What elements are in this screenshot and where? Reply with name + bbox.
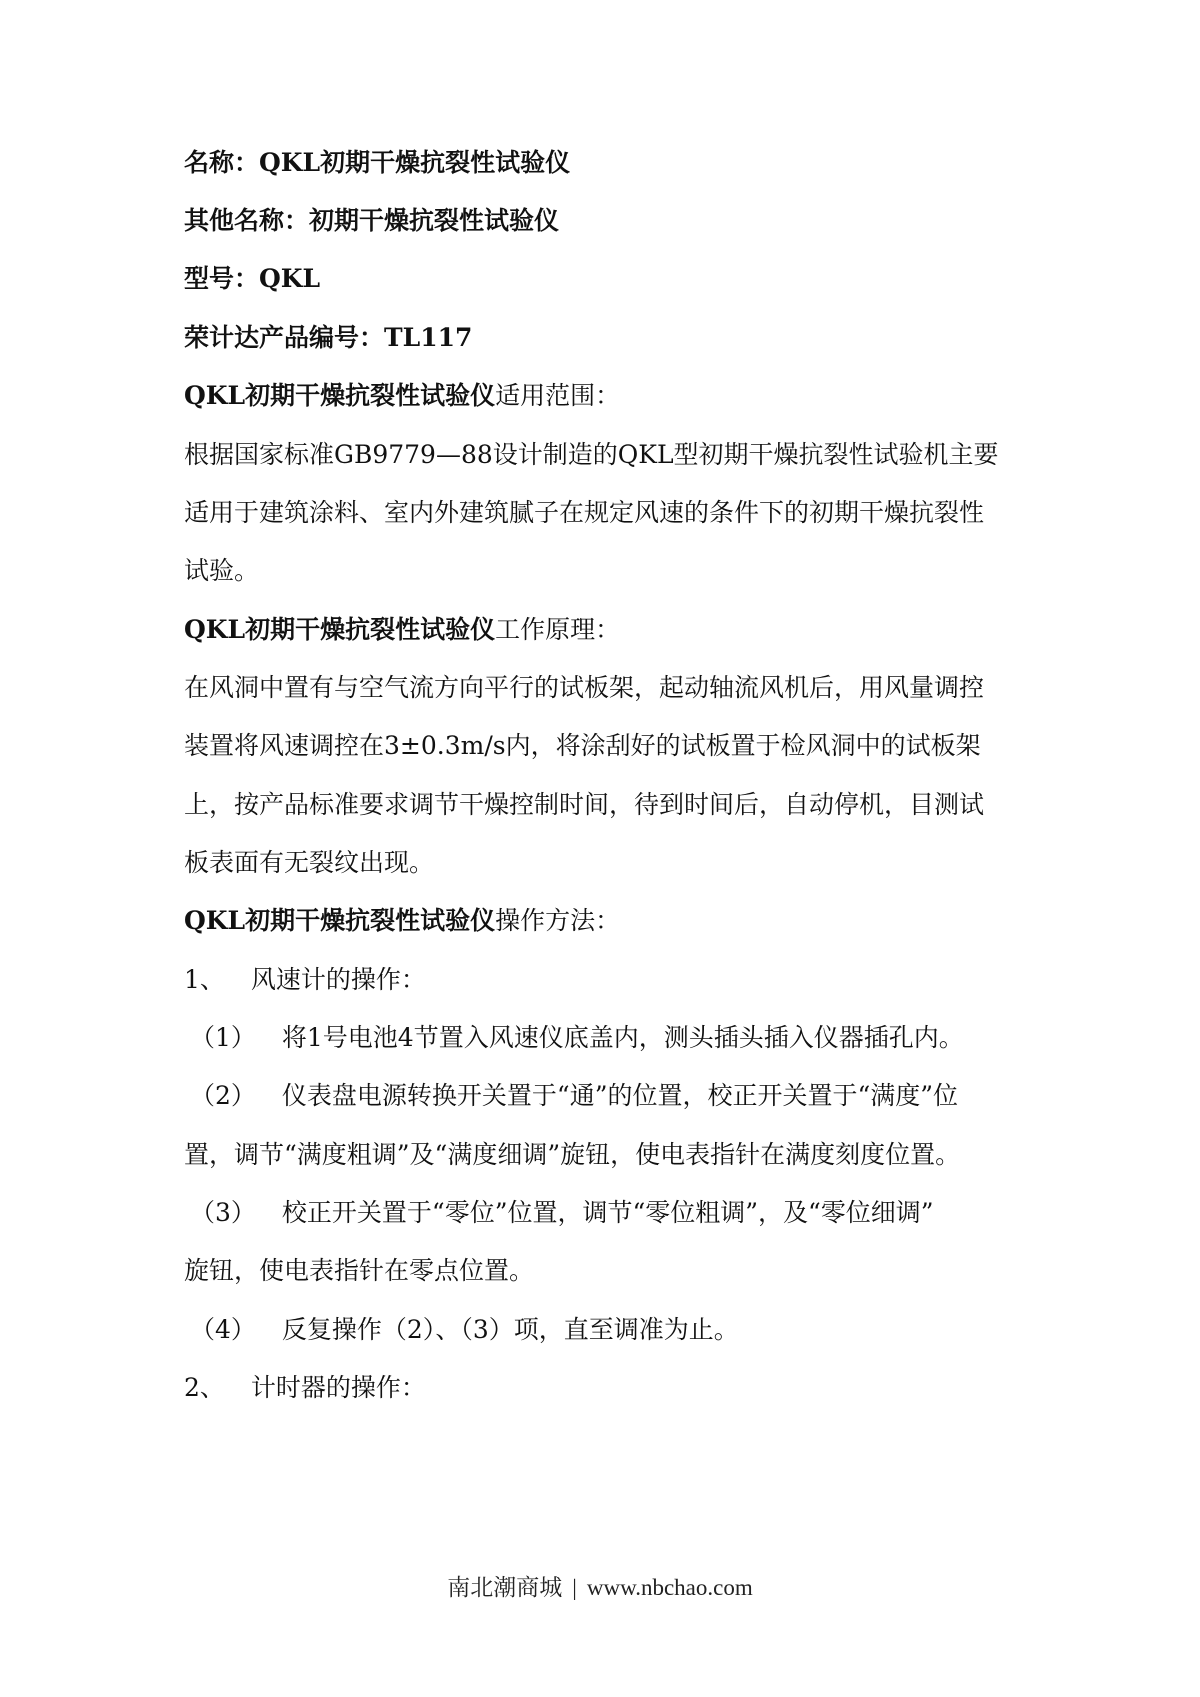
model-field [184, 261, 1044, 297]
scope-heading-label: 适用范围： [495, 381, 621, 410]
scope-heading-product: QKL初期干燥抗裂性试验仪 [184, 381, 496, 410]
other-name-label: 其他名称： [184, 206, 310, 235]
step-2 [190, 1078, 1050, 1114]
step-1-number: （1） [190, 1023, 256, 1052]
step-1-text: 将1号电池4节置入风速仪底盖内，测头插头插入仪器插孔内。 [281, 1023, 964, 1052]
model-value: QKL [259, 264, 321, 293]
name-label: 名称： [184, 148, 260, 177]
section-1-number: 1、 [184, 965, 225, 994]
operation-heading-product: QKL初期干燥抗裂性试验仪 [184, 906, 496, 935]
operation-section-2 [184, 1370, 1044, 1406]
step-3-number: （3） [190, 1198, 256, 1227]
step-3-text: 校正开关置于“零位”位置，调节“零位粗调”，及“零位细调” [281, 1198, 934, 1227]
section-2-title: 计时器的操作： [250, 1373, 426, 1402]
operation-heading [184, 903, 1044, 939]
scope-paragraph-line: 根据国家标准GB9779—88设计制造的QKL型初期干燥抗裂性试验机主要 [184, 440, 999, 469]
name-field [184, 145, 1044, 181]
principle-paragraph-line: 装置将风速调控在3±0.3m/s内，将涂刮好的试板置于检风洞中的试板架 [184, 731, 981, 760]
footer-site-name: 南北潮商城 [447, 1575, 563, 1600]
principle-paragraph-line: 板表面有无裂纹出现。 [184, 848, 435, 877]
principle-paragraph-line: 上，按产品标准要求调节干燥控制时间，待到时间后，自动停机，目测试 [184, 790, 985, 819]
step-4-text: 反复操作（2）、（3）项，直至调准为止。 [281, 1315, 739, 1344]
scope-heading [184, 378, 1044, 414]
principle-heading-product: QKL初期干燥抗裂性试验仪 [184, 615, 496, 644]
page-footer [0, 1572, 1200, 1604]
principle-heading [184, 612, 1044, 648]
principle-heading-label: 工作原理： [495, 615, 621, 644]
scope-paragraph-line: 试验。 [184, 556, 260, 585]
step-4 [190, 1312, 1050, 1348]
step-4-number: （4） [190, 1315, 256, 1344]
scope-paragraph-line: 适用于建筑涂料、室内外建筑腻子在规定风速的条件下的初期干燥抗裂性 [184, 498, 985, 527]
footer-separator: | [572, 1575, 577, 1600]
step-3-continuation: 旋钮，使电表指针在零点位置。 [184, 1256, 535, 1285]
name-value: QKL初期干燥抗裂性试验仪 [259, 148, 571, 177]
product-no-value: TL117 [384, 323, 473, 352]
step-2-number: （2） [190, 1081, 256, 1110]
principle-paragraph-line: 在风洞中置有与空气流方向平行的试板架，起动轴流风机后，用风量调控 [184, 673, 985, 702]
step-2-text: 仪表盘电源转换开关置于“通”的位置，校正开关置于“满度”位 [281, 1081, 959, 1110]
step-3 [190, 1195, 1050, 1231]
footer-url[interactable]: www.nbchao.com [586, 1575, 753, 1600]
model-label: 型号： [184, 264, 260, 293]
operation-heading-label: 操作方法： [495, 906, 621, 935]
other-name-value: 初期干燥抗裂性试验仪 [309, 206, 560, 235]
section-1-title: 风速计的操作： [250, 965, 426, 994]
step-1 [190, 1020, 1050, 1056]
product-no-label: 荣计达产品编号： [184, 323, 385, 352]
product-no-field [184, 320, 1044, 356]
operation-section-1 [184, 962, 1044, 998]
step-2-continuation: 置，调节“满度粗调”及“满度细调”旋钮，使电表指针在满度刻度位置。 [184, 1140, 961, 1169]
section-2-number: 2、 [184, 1373, 225, 1402]
other-name-field [184, 203, 1044, 239]
